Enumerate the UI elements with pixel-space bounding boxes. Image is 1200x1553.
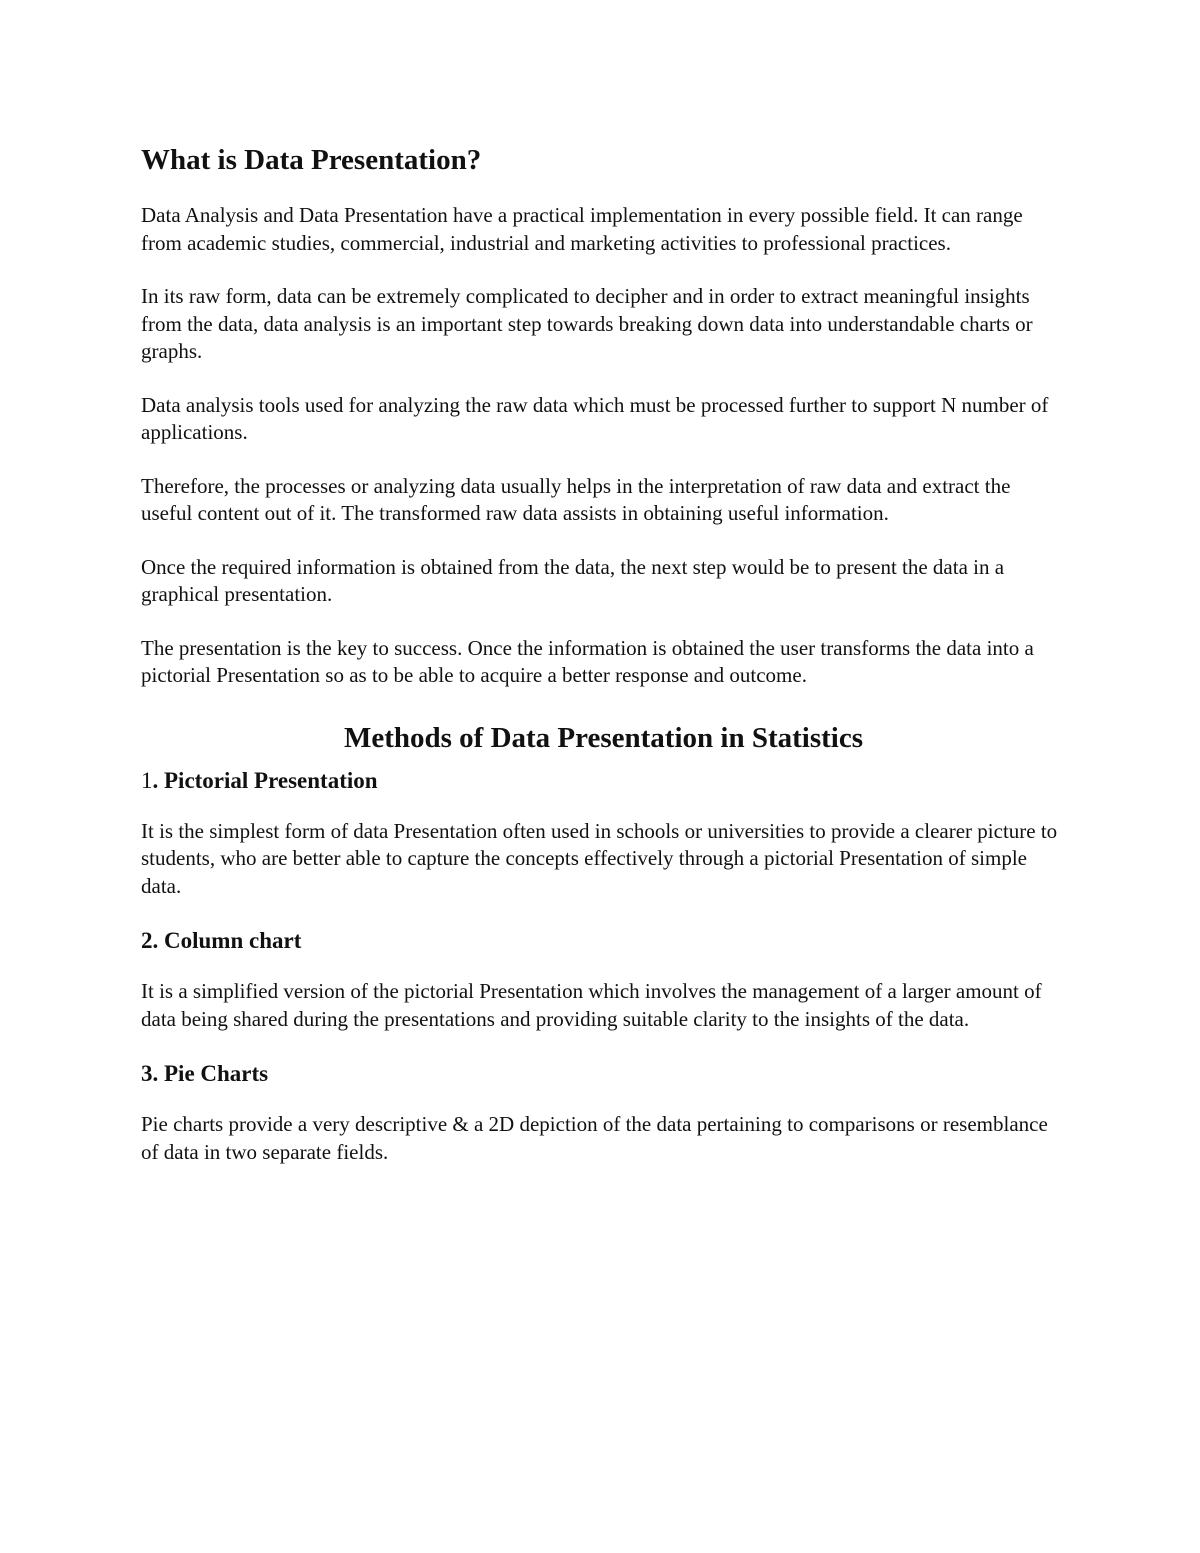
method-title: . Pie Charts [152, 1061, 269, 1086]
method-number: 1 [141, 767, 153, 793]
method-title: . Pictorial Presentation [152, 767, 378, 793]
method-body-pictorial: It is the simplest form of data Presentation often used in schools or universities to provide a clearer picture to students, who are better able to capture the concepts effectively through a pictorial Presentation of simple data. [141, 818, 1058, 898]
intro-paragraph: Therefore, the processes or analyzing data usually helps in the interpretation of raw data and extract the useful content out of it. The transformed raw data assists in obtaining useful information. [141, 473, 1011, 525]
intro-paragraph: In its raw form, data can be extremely complicated to decipher and in order to extract meaningful insights from the data, data analysis is an important step towards breaking down data into understandable charts or graphs. [141, 284, 1033, 363]
method-heading-pie-charts [141, 1059, 1066, 1089]
intro-paragraph: Once the required information is obtained from the data, the next step would be to present the data in a graphical presentation. [141, 554, 1005, 606]
method-heading-pictorial [141, 766, 1066, 796]
method-title: . Column chart [152, 928, 302, 953]
intro-paragraph: Data analysis tools used for analyzing the raw data which must be processed further to support N number of applications. [141, 392, 1049, 444]
document-content [141, 140, 1066, 1192]
method-heading-column-chart [141, 926, 1066, 956]
methods-heading: Methods of Data Presentation in Statistics [343, 721, 863, 754]
method-body-pie-charts: Pie charts provide a very descriptive & a 2D depiction of the data pertaining to comparisons or resemblance of data in two separate fields. [141, 1112, 1048, 1164]
method-number: 3 [141, 1061, 153, 1086]
method-body-column-chart: It is a simplified version of the pictorial Presentation which involves the management of a larger amount of data being shared during the presentations and providing suitable clarity to the insights of the data. [141, 979, 1042, 1031]
intro-paragraph: The presentation is the key to success. Once the information is obtained the user transforms the data into a pictorial Presentation so as to be able to acquire a better response and outcome. [141, 635, 1034, 687]
intro-paragraph: Data Analysis and Data Presentation have a practical implementation in every possible field. It can range from academic studies, commercial, industrial and marketing activities to professional practices. [141, 203, 1023, 255]
page-title: What is Data Presentation? [141, 144, 482, 176]
method-number: 2 [141, 928, 153, 953]
